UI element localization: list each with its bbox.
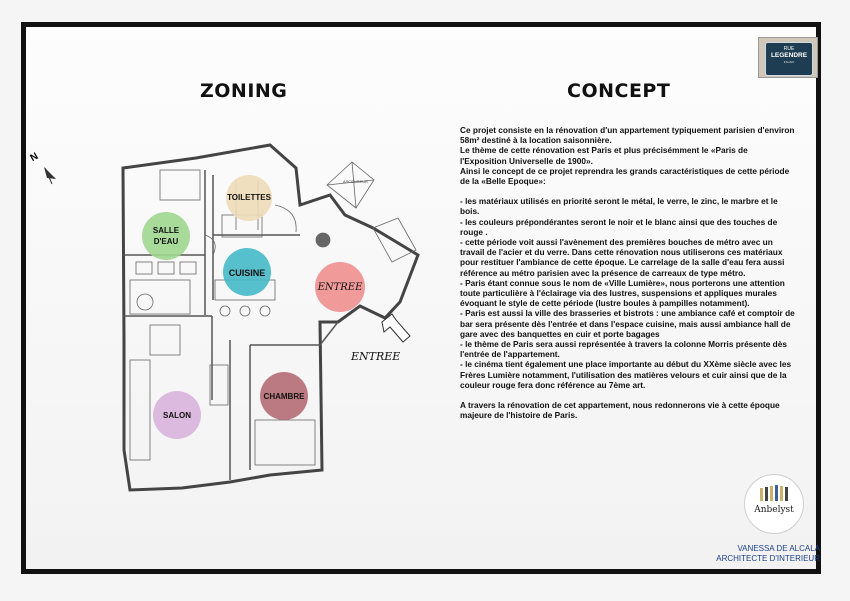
concept-bullet-materials: - les matériaux utilisés en priorité seront le métal, le verre, le zinc, le marbre et le bois. xyxy=(460,196,778,217)
zone-entree-label: ENTREE xyxy=(317,282,363,293)
compass-icon xyxy=(29,151,56,184)
concept-bullet-bistrots: - Paris est aussi la ville des brasseries et bistrots : une ambiance café et comptoir de bar sera présente dès l'entrée et dans l'espace cuisine, mais aussi ambiance hall de gare avec des banquettes en cuir et porte bagages xyxy=(460,308,795,339)
concept-belle-epoque: Ainsi le concept de ce projet reprendra les grands caractéristiques de cette période de la «Belle Epoque»: xyxy=(460,165,790,187)
street-sign-line2: LEGENDRE xyxy=(770,52,808,59)
concept-description xyxy=(460,125,795,420)
concept-theme: Le thème de cette rénovation est Paris et plus précisémment le «Paris de l'Exposition Universelle de 1900». xyxy=(460,145,748,166)
street-sign-arrondissement: 17e Arrt xyxy=(783,60,795,64)
zone-salle-eau-label-1: SALLE xyxy=(152,226,180,235)
zoning-heading: ZONING xyxy=(200,80,288,102)
concept-bullet-colors: - les couleurs prépondérantes seront le noir et le blanc ainsi que des touches de rouge . xyxy=(460,216,778,237)
logo-name: Anbelyst xyxy=(754,505,794,515)
entrance-arrow-icon xyxy=(382,314,410,342)
zone-cuisine-label: CUISINE xyxy=(228,268,266,278)
concept-bullet-cinema: - le cinéma tient également une place importante au début du XXème siècle avec les Frères Lumière notamment, l'utilisation des matières velours et cuir ainsi que de la couleur rouge fera donc référence au 7ème art. xyxy=(460,359,792,390)
entree-arrow-label: ENTREE xyxy=(351,350,401,363)
zone-salle-eau xyxy=(142,212,190,260)
street-sign-line1: RUE xyxy=(783,46,795,52)
designer-name: VANESSA DE ALCALA xyxy=(737,544,820,553)
zone-chambre-label: CHAMBRE xyxy=(263,392,305,401)
designer-signature xyxy=(690,544,820,564)
compass-label: N xyxy=(28,150,41,165)
concept-intro: Ce projet consiste en la rénovation d'un appartement typiquement parisien d'environ 58m² destiné à la location saisonnière. xyxy=(460,125,795,146)
concept-heading: CONCEPT xyxy=(567,80,671,102)
logo-bars-icon xyxy=(760,485,788,501)
zone-toilettes-label: TOILETTES xyxy=(227,193,271,202)
zone-salon-label: SALON xyxy=(163,411,191,420)
designer-title: ARCHITECTE D'INTERIEUR xyxy=(716,554,820,563)
concept-bullet-morris: - le thème de Paris sera aussi représentée à travers la colonne Morris présente dès l'entrée de l'appartement. xyxy=(460,339,787,360)
ascenseur-label: ASCENSEUR xyxy=(343,179,368,184)
zone-salle-eau-label-2: D'EAU xyxy=(153,237,179,246)
concept-conclusion: A travers la rénovation de cet appartement, nous redonnerons vie à cette époque majeure de l'histoire de Paris. xyxy=(460,400,780,421)
anbelyst-logo xyxy=(744,474,804,534)
concept-bullet-lighting: - Paris étant connue sous le nom de «Ville Lumière», nous porterons une attention toute particulière à l'éclairage via des lustres, suspensions et appliques murales évoquant le style de cette période (lustre boules à pampilles notamment). xyxy=(460,277,785,309)
concept-bullet-metro: - cette période voit aussi l'avènement des premières bouches de métro avec un travail de l'acier et du verre. Dans cette rénovation nous utiliserons ces matériaux pour restituer l'ambiance de cette époque. Le carrelage de la salle d'eau fera aussi référence au métro parisien avec la présence de carreaux de type métro. xyxy=(460,237,785,278)
